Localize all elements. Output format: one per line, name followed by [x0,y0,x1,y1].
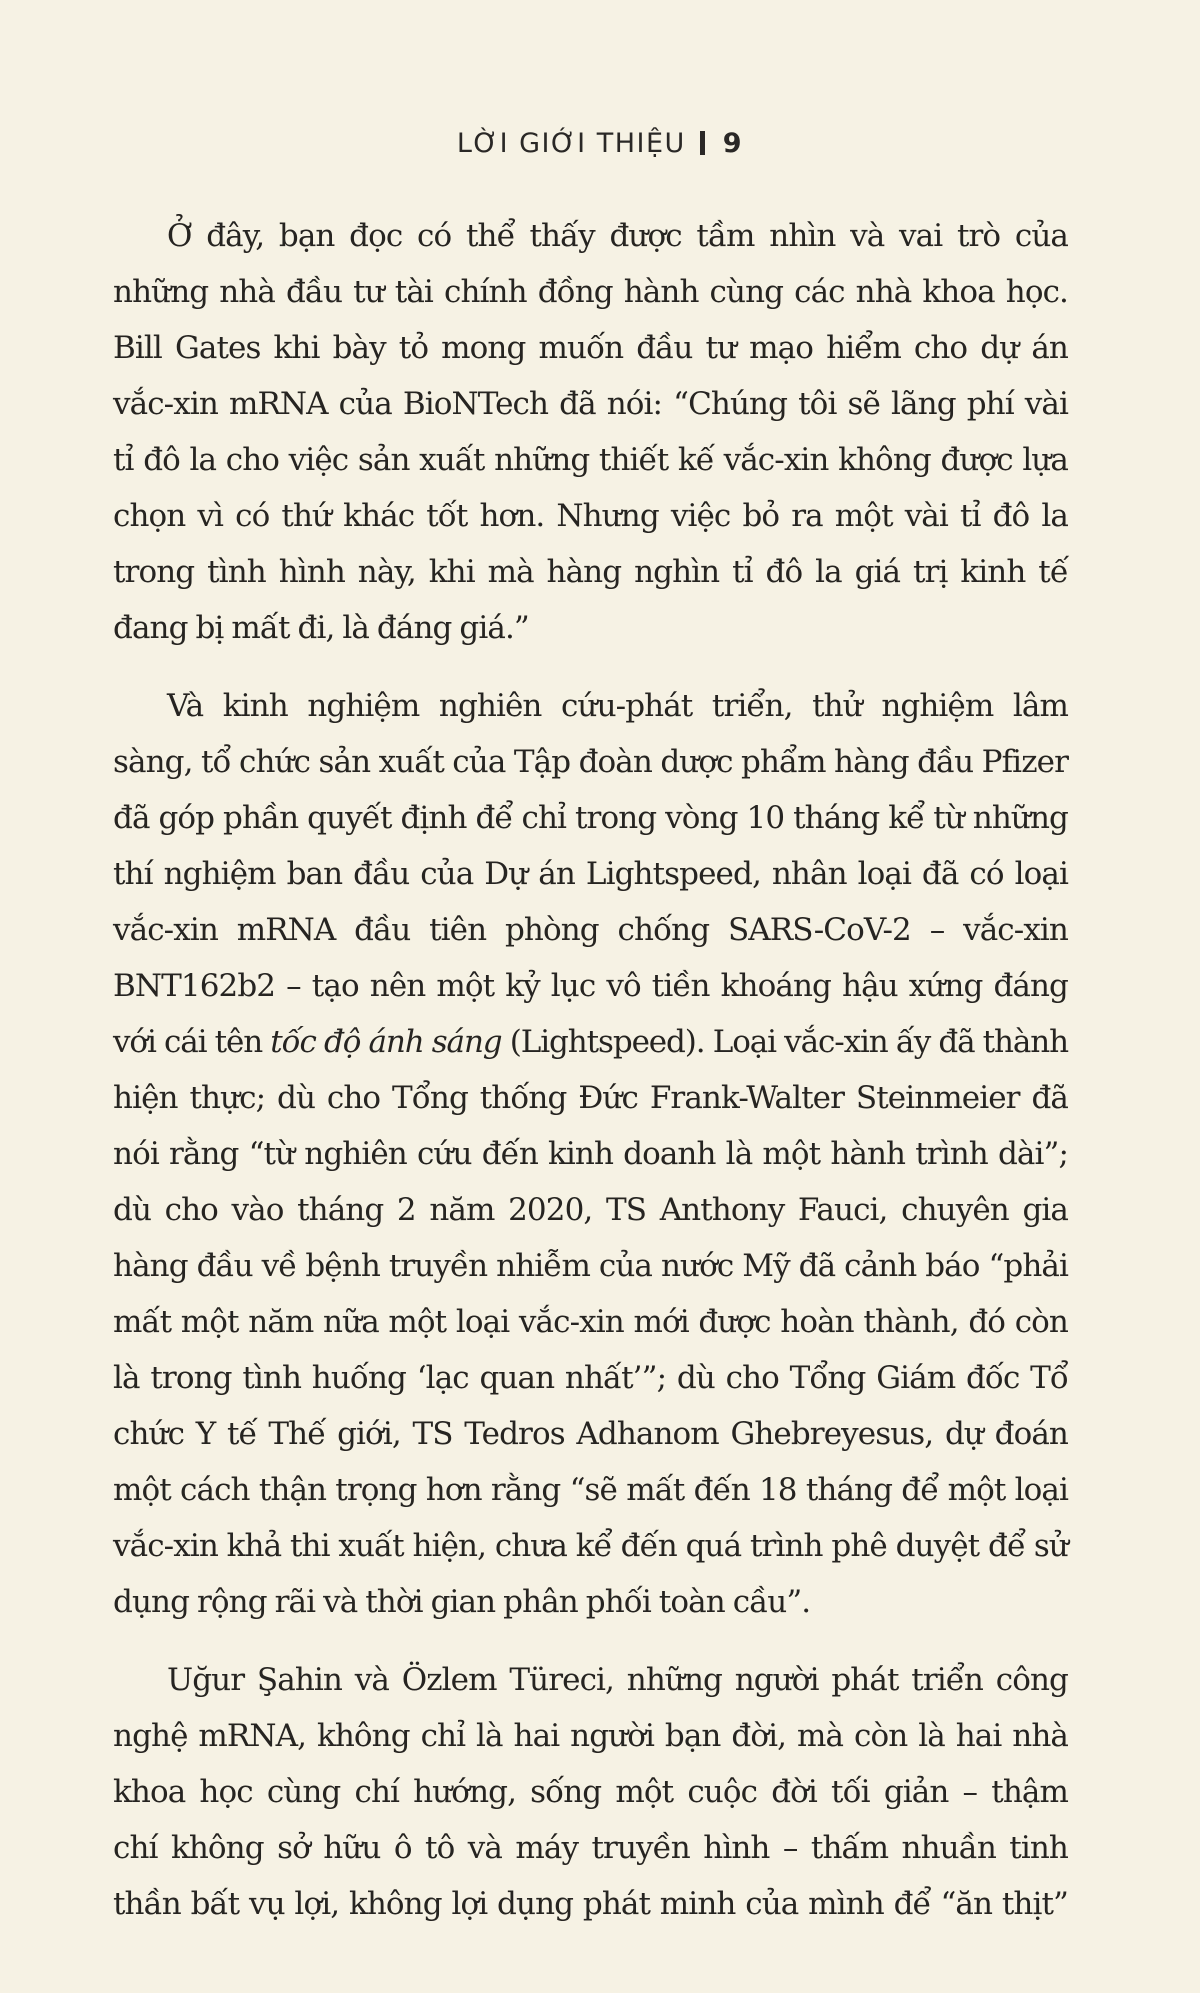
text-line: nghệ mRNA, không chỉ là hai người bạn đời, mà còn là hai nhà [113,1718,1068,1754]
text-line: sàng, tổ chức sản xuất của Tập đoàn dược phẩm hàng đầu Pfizer [113,744,1068,780]
text-line: một cách thận trọng hơn rằng “sẽ mất đến 18 tháng để một loại [113,1472,1068,1508]
body-text [113,208,1068,1954]
text-line: khoa học cùng chí hướng, sống một cuộc đời tối giản – thậm [113,1774,1068,1810]
text-line: dù cho vào tháng 2 năm 2020, TS Anthony Fauci, chuyên gia [113,1192,1068,1228]
text-line: hàng đầu về bệnh truyền nhiễm của nước Mỹ đã cảnh báo “phải [113,1248,1068,1284]
italic-phrase: tốc độ ánh sáng [270,1024,502,1060]
text-line: BNT162b2 – tạo nên một kỷ lục vô tiền khoáng hậu xứng đáng [113,968,1068,1004]
paragraph-2 [113,678,1068,1630]
text-line-with-italic [113,1014,1068,1070]
text-line: chức Y tế Thế giới, TS Tedros Adhanom Ghebreyesus, dự đoán [113,1416,1068,1452]
text-line: nói rằng “từ nghiên cứu đến kinh doanh là một hành trình dài”; [113,1136,1068,1172]
text-line: đang bị mất đi, là đáng giá.” [113,610,529,646]
text-line: thần bất vụ lợi, không lợi dụng phát minh của mình để “ăn thịt” [113,1886,1068,1922]
text-run: (Lightspeed). Loại vắc-xin ấy đã thành [501,1024,1068,1060]
text-line: những nhà đầu tư tài chính đồng hành cùng các nhà khoa học. [113,274,1068,310]
text-line: là trong tình huống ‘lạc quan nhất’”; dù cho Tổng Giám đốc Tổ [113,1360,1068,1396]
text-line: đã góp phần quyết định để chỉ trong vòng 10 tháng kể từ những [113,800,1068,836]
text-line: dụng rộng rãi và thời gian phân phối toàn cầu”. [113,1584,811,1620]
text-line: tỉ đô la cho việc sản xuất những thiết kế vắc-xin không được lựa [113,442,1068,478]
paragraph-1 [113,208,1068,656]
text-line: trong tình hình này, khi mà hàng nghìn tỉ đô la giá trị kinh tế [113,554,1068,590]
chapter-title: LỜI GIỚI THIỆU [456,128,686,159]
text-line: Uğur Şahin và Özlem Türeci, những người phát triển công [167,1662,1068,1698]
text-line: chọn vì có thứ khác tốt hơn. Nhưng việc bỏ ra một vài tỉ đô la [113,498,1068,534]
page-number: 9 [722,128,744,159]
text-line: vắc-xin khả thi xuất hiện, chưa kể đến quá trình phê duyệt để sử [113,1528,1068,1564]
text-line: hiện thực; dù cho Tổng thống Đức Frank-Walter Steinmeier đã [113,1080,1068,1116]
text-line: Ở đây, bạn đọc có thể thấy được tầm nhìn và vai trò của [167,218,1068,254]
text-line: thí nghiệm ban đầu của Dự án Lightspeed, nhân loại đã có loại [113,856,1068,892]
text-line: mất một năm nữa một loại vắc-xin mới được hoàn thành, đó còn [113,1304,1068,1340]
text-line: Bill Gates khi bày tỏ mong muốn đầu tư mạo hiểm cho dự án [113,330,1068,366]
text-run: với cái tên [113,1024,271,1060]
text-line: vắc-xin mRNA của BioNTech đã nói: “Chúng tôi sẽ lãng phí vài [113,386,1068,422]
text-line: Và kinh nghiệm nghiên cứu-phát triển, thử nghiệm lâm [167,688,1068,724]
separator-bar [700,131,705,155]
running-head [0,128,1200,159]
text-line: vắc-xin mRNA đầu tiên phòng chống SARS-CoV-2 – vắc-xin [113,912,1068,948]
paragraph-3 [113,1652,1068,1932]
text-line: chí không sở hữu ô tô và máy truyền hình – thấm nhuần tinh [113,1830,1068,1866]
